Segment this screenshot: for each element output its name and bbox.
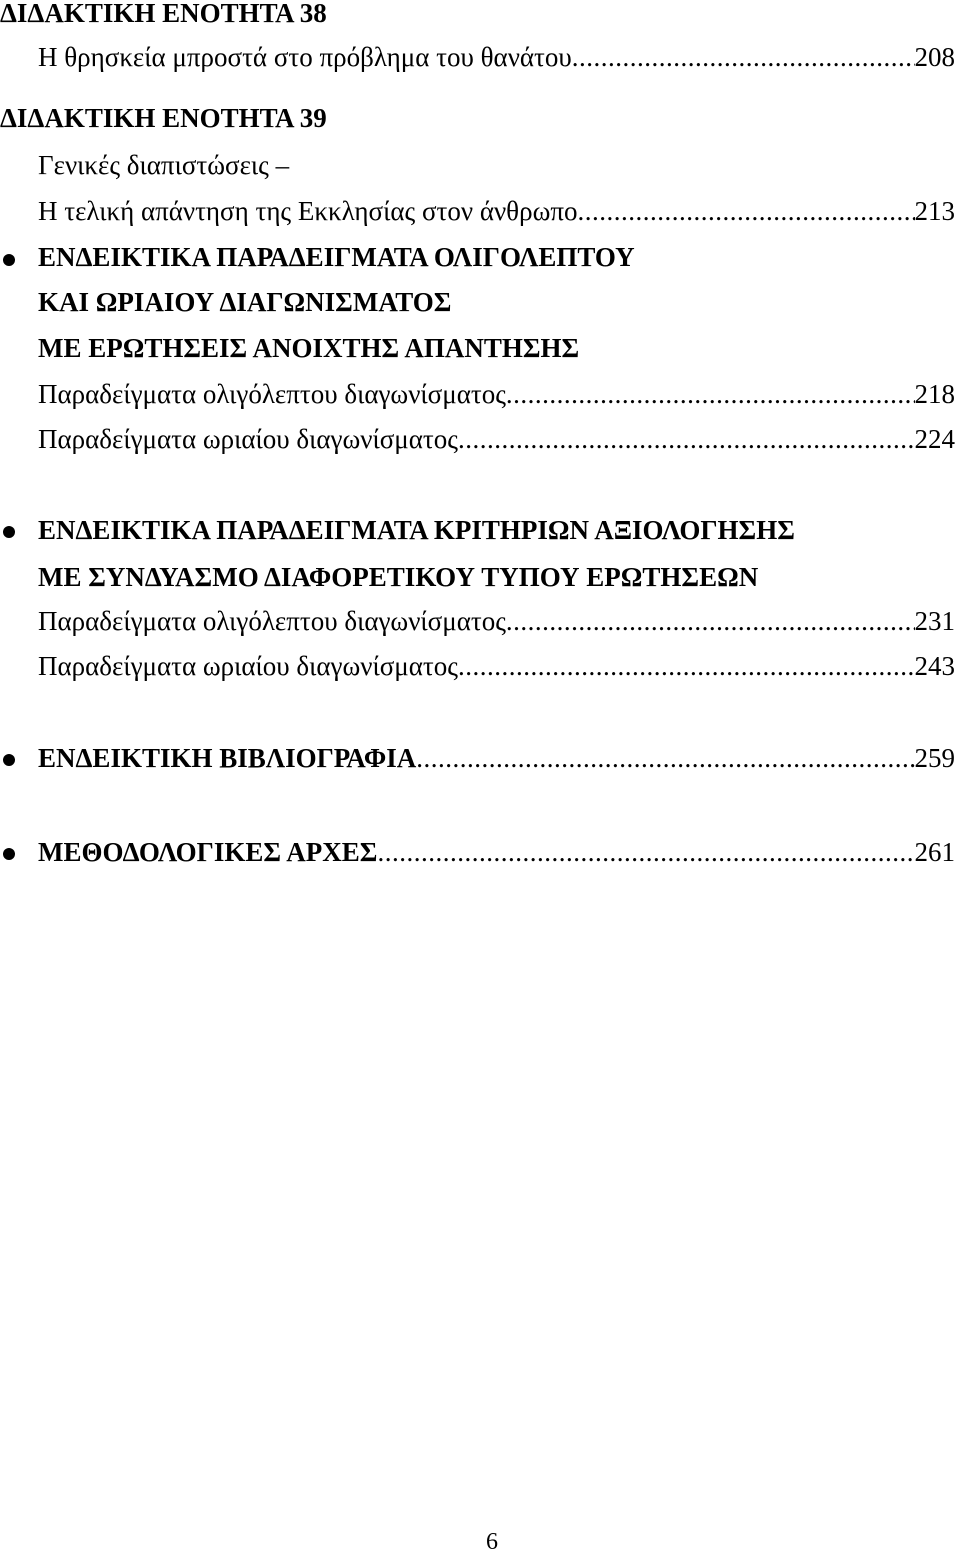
toc-leader-dots — [458, 426, 915, 453]
toc-leader-dots — [416, 745, 914, 772]
toc-page-number: 259 — [914, 742, 955, 773]
toc-page-number: 243 — [914, 650, 955, 681]
toc-page-number: 224 — [914, 423, 955, 454]
toc-entry-text: ΜΕΘΟΔΟΛΟΓΙΚΕΣ ΑΡΧΕΣ — [38, 836, 378, 867]
block1-heading-line1: ΕΝΔΕΙΚΤΙΚΑ ΠΑΡΑΔΕΙΓΜΑΤΑ ΟΛΙΓΟΛΕΠΤΟΥ — [38, 241, 635, 272]
toc-page-number: 208 — [914, 41, 955, 72]
bullet-icon — [3, 254, 15, 266]
toc-page-number: 261 — [914, 836, 955, 867]
toc-entry-block1-hour[interactable] — [38, 422, 955, 456]
toc-leader-dots — [506, 381, 915, 408]
toc-entry-text: Η θρησκεία μπροστά στο πρόβλημα του θανάτου — [38, 41, 572, 72]
block1-heading-line3: ΜΕ ΕΡΩΤΗΣΕΙΣ ΑΝΟΙΧΤΗΣ ΑΠΑΝΤΗΣΗΣ — [38, 332, 580, 363]
toc-leader-dots — [572, 44, 915, 71]
toc-entry-bibliography[interactable] — [38, 741, 955, 775]
toc-entry-block1-short[interactable] — [38, 377, 955, 411]
toc-entry-text: Παραδείγματα ωριαίου διαγωνίσματος — [38, 423, 458, 454]
block2-heading-line1: ΕΝΔΕΙΚΤΙΚΑ ΠΑΡΑΔΕΙΓΜΑΤΑ ΚΡΙΤΗΡΙΩΝ ΑΞΙΟΛΟΓΗΣΗΣ — [38, 514, 795, 545]
toc-entry-text: Παραδείγματα ολιγόλεπτου διαγωνίσματος — [38, 378, 506, 409]
toc-page-number: 213 — [914, 195, 955, 226]
toc-entry-block2-short[interactable] — [38, 604, 955, 638]
bullet-icon — [3, 526, 15, 538]
toc-leader-dots — [458, 653, 915, 680]
bullet-icon — [3, 754, 15, 766]
toc-entry-unit38[interactable] — [38, 40, 955, 74]
block1-heading-line2: ΚΑΙ ΩΡΙΑΙΟΥ ΔΙΑΓΩΝΙΣΜΑΤΟΣ — [38, 286, 452, 317]
toc-leader-dots — [506, 608, 915, 635]
toc-entry-text: Παραδείγματα ωριαίου διαγωνίσματος — [38, 650, 458, 681]
toc-entry-text: ΕΝΔΕΙΚΤΙΚΗ ΒΙΒΛΙΟΓΡΑΦΙΑ — [38, 742, 417, 773]
toc-page-number: 218 — [914, 378, 955, 409]
unit38-heading: ΔΙΔΑΚΤΙΚΗ ΕΝΟΤΗΤΑ 38 — [0, 0, 327, 28]
toc-entry-text: Η τελική απάντηση της Εκκλησίας στον άνθρωπο — [38, 195, 578, 226]
toc-entry-text: Παραδείγματα ολιγόλεπτου διαγωνίσματος — [38, 605, 506, 636]
unit39-heading: ΔΙΔΑΚΤΙΚΗ ΕΝΟΤΗΤΑ 39 — [0, 102, 327, 133]
toc-entry-methodology[interactable] — [38, 835, 955, 869]
toc-leader-dots — [377, 839, 914, 866]
toc-page-number: 231 — [914, 605, 955, 636]
toc-leader-dots — [578, 198, 915, 225]
bullet-icon — [3, 848, 15, 860]
unit39-subtitle: Γενικές διαπιστώσεις – — [38, 149, 290, 180]
block2-heading-line2: ΜΕ ΣΥΝΔΥΑΣΜΟ ΔΙΑΦΟΡΕΤΙΚΟΥ ΤΥΠΟΥ ΕΡΩΤΗΣΕΩΝ — [38, 561, 759, 592]
toc-entry-block2-hour[interactable] — [38, 649, 955, 683]
toc-entry-unit39[interactable] — [38, 194, 955, 228]
page-number: 6 — [486, 1529, 498, 1555]
